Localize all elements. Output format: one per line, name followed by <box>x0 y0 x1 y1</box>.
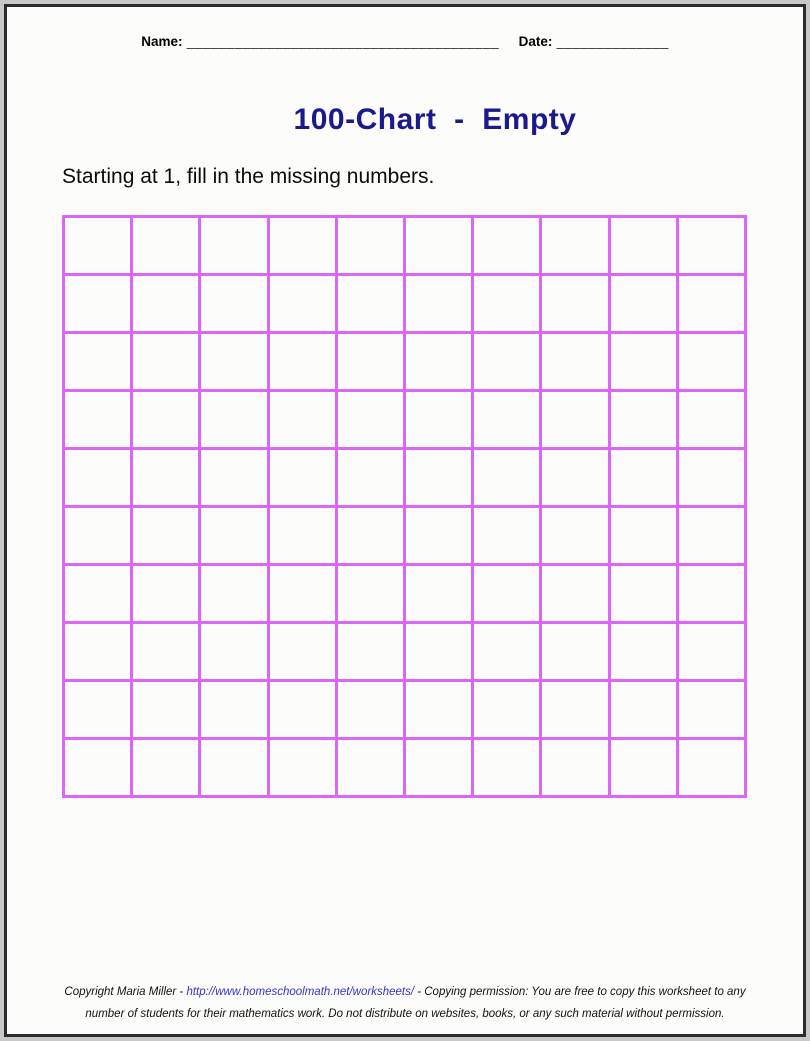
grid-cell <box>679 392 744 447</box>
grid-cell <box>270 682 335 737</box>
grid-cell <box>338 566 403 621</box>
grid-cell <box>201 276 266 331</box>
copyright-footer <box>7 981 803 1025</box>
grid-cell <box>406 218 471 273</box>
grid-cell <box>406 334 471 389</box>
name-blank-line: _______________________________________ <box>182 34 500 49</box>
grid-cell <box>406 508 471 563</box>
grid-cell <box>133 334 198 389</box>
grid-cell <box>270 392 335 447</box>
grid-cell <box>542 624 607 679</box>
grid-cell <box>474 334 539 389</box>
grid-cell <box>201 218 266 273</box>
grid-cell <box>611 218 676 273</box>
grid-cell <box>611 392 676 447</box>
grid-cell <box>65 334 130 389</box>
grid-cell <box>201 566 266 621</box>
grid-cell <box>65 566 130 621</box>
grid-cell <box>474 276 539 331</box>
grid-cell <box>338 276 403 331</box>
grid-cell <box>542 682 607 737</box>
copyright-line-2: number of students for their mathematics work. Do not distribute on websites, books, or any such material without permission. <box>85 1008 725 1020</box>
grid-cell <box>406 624 471 679</box>
copyright-suffix: - Copying permission: You are free to copy this worksheet to any <box>414 986 746 998</box>
grid-cell <box>679 276 744 331</box>
grid-cell <box>611 276 676 331</box>
grid-cell <box>611 740 676 795</box>
grid-cell <box>679 508 744 563</box>
grid-cell <box>542 276 607 331</box>
grid-cell <box>65 450 130 505</box>
grid-cell <box>679 682 744 737</box>
grid-cell <box>542 392 607 447</box>
grid-cell <box>201 740 266 795</box>
grid-cell <box>542 508 607 563</box>
hundred-chart-grid <box>62 215 747 798</box>
grid-cell <box>270 566 335 621</box>
grid-cell <box>679 218 744 273</box>
grid-cell <box>679 624 744 679</box>
grid-cell <box>679 740 744 795</box>
grid-cell <box>474 682 539 737</box>
grid-cell <box>611 624 676 679</box>
grid-cell <box>611 682 676 737</box>
grid-cell <box>133 450 198 505</box>
name-label: Name: <box>141 34 183 49</box>
grid-cell <box>338 682 403 737</box>
grid-cell <box>133 566 198 621</box>
grid-cell <box>474 218 539 273</box>
grid-cell <box>611 334 676 389</box>
grid-cell <box>338 450 403 505</box>
grid-cell <box>542 218 607 273</box>
grid-cell <box>65 392 130 447</box>
grid-cell <box>542 334 607 389</box>
grid-cell <box>406 566 471 621</box>
grid-cell <box>270 508 335 563</box>
date-label: Date: <box>511 34 553 49</box>
grid-cell <box>133 392 198 447</box>
grid-cell <box>406 682 471 737</box>
grid-cell <box>270 740 335 795</box>
grid-cell <box>65 682 130 737</box>
grid-cell <box>201 334 266 389</box>
grid-cell <box>133 682 198 737</box>
grid-cell <box>133 508 198 563</box>
grid-cell <box>201 392 266 447</box>
grid-cell <box>679 566 744 621</box>
grid-cell <box>406 450 471 505</box>
grid-cell <box>201 508 266 563</box>
grid-cell <box>270 624 335 679</box>
instruction-text: Starting at 1, fill in the missing numbers. <box>62 165 435 188</box>
grid-cell <box>542 450 607 505</box>
grid-cell <box>201 450 266 505</box>
grid-cell <box>65 624 130 679</box>
grid-cell <box>406 740 471 795</box>
grid-cell <box>474 508 539 563</box>
grid-cell <box>474 450 539 505</box>
worksheets-link[interactable]: http://www.homeschoolmath.net/worksheets/ <box>186 986 415 998</box>
grid-cell <box>474 566 539 621</box>
name-date-header <box>7 34 803 49</box>
grid-cell <box>338 740 403 795</box>
grid-cell <box>611 566 676 621</box>
grid-cell <box>133 276 198 331</box>
grid-cell <box>201 682 266 737</box>
date-blank-line: ______________ <box>552 34 669 49</box>
grid-cell <box>611 450 676 505</box>
grid-cell <box>338 334 403 389</box>
grid-cell <box>65 508 130 563</box>
grid-cell <box>133 218 198 273</box>
grid-cell <box>679 450 744 505</box>
grid-cell <box>611 508 676 563</box>
grid-cell <box>270 218 335 273</box>
grid-cell <box>406 392 471 447</box>
grid-cell <box>542 740 607 795</box>
grid-cell <box>406 276 471 331</box>
grid-cell <box>474 740 539 795</box>
worksheet-page <box>4 4 806 1037</box>
grid-cell <box>338 218 403 273</box>
grid-cell <box>338 508 403 563</box>
worksheet-title: 100-Chart - Empty <box>293 103 577 136</box>
grid-cell <box>338 624 403 679</box>
grid-cell <box>65 276 130 331</box>
grid-cell <box>474 624 539 679</box>
grid-cell <box>679 334 744 389</box>
grid-cell <box>270 334 335 389</box>
grid-cell <box>133 740 198 795</box>
grid-cell <box>270 276 335 331</box>
copyright-line-1 <box>7 981 803 1003</box>
grid-cell <box>133 624 198 679</box>
grid-cell <box>542 566 607 621</box>
grid-cell <box>338 392 403 447</box>
grid-cell <box>270 450 335 505</box>
grid-cell <box>201 624 266 679</box>
copyright-prefix: Copyright Maria Miller - <box>64 986 187 998</box>
grid-cell <box>65 740 130 795</box>
grid-cell <box>474 392 539 447</box>
grid-cell <box>65 218 130 273</box>
